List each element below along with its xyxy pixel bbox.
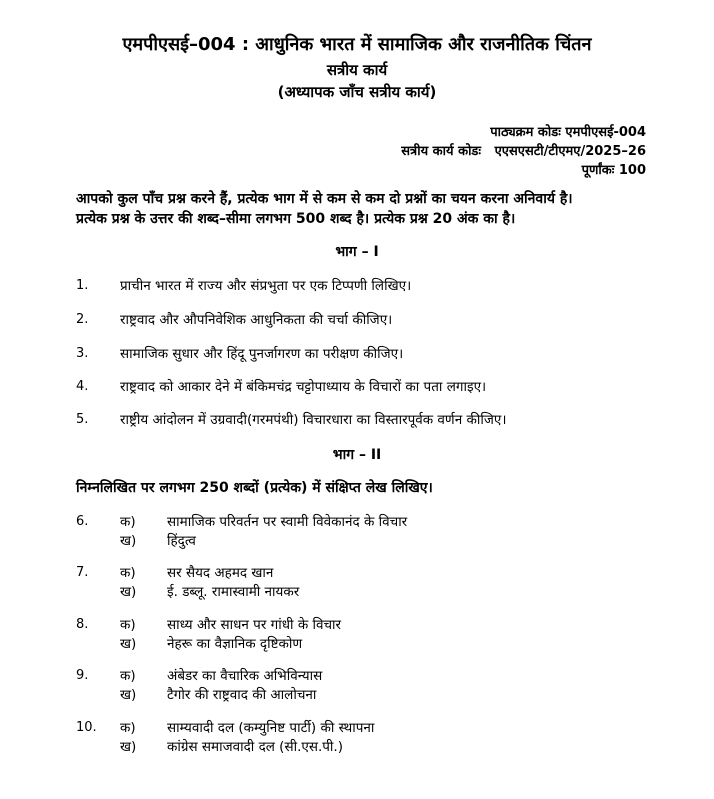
sub-question-label: क) (120, 668, 136, 684)
question-text: राष्ट्रवाद और औपनिवेशिक आधुनिकता की चर्चा कीजिए। (120, 312, 393, 328)
question-number: 3. (76, 346, 89, 361)
sub-question-label: ख) (120, 636, 137, 652)
sub-question-text: साध्य और साधन पर गांधी के विचार (167, 617, 342, 633)
question-number: 5. (76, 412, 89, 427)
sub-question-label: ख) (120, 739, 137, 755)
question-number: 4. (76, 379, 89, 394)
assignment-code: सत्रीय कार्य कोडः एएसएसटी/टीएमए/2025–26 (401, 144, 646, 159)
sub-question-text: अंबेडर का वैचारिक अभिविन्यास (167, 668, 323, 684)
question-text: राष्ट्रवाद को आकार देने में बंकिमचंद्र चट्टोपाध्याय के विचारों का पता लगाइए। (120, 379, 487, 395)
sub-question-text: सर सैयद अहमद खान (167, 565, 274, 581)
question-number: 6. (76, 514, 89, 529)
question-number: 10. (76, 720, 97, 735)
part-1-heading: भाग – I (335, 244, 379, 260)
question-text: राष्ट्रीय आंदोलन में उग्रवादी(गरमपंथी) विचारधारा का विस्तारपूर्वक वर्णन कीजिए। (120, 412, 507, 428)
document-title: एमपीएसई–004 : आधुनिक भारत में सामाजिक और राजनीतिक चिंतन (122, 34, 592, 55)
sub-question-text: सामाजिक परिवर्तन पर स्वामी विवेकानंद के विचार (167, 514, 408, 530)
document-subtitle-2: (अध्यापक जाँच सत्रीय कार्य) (277, 83, 437, 101)
part-2-heading: भाग – II (332, 447, 382, 463)
max-marks: पूर्णांकः 100 (581, 163, 646, 178)
sub-question-text: साम्यवादी दल (कम्युनिष्ट पार्टी) की स्थापना (167, 720, 375, 736)
question-text: सामाजिक सुधार और हिंदू पुनर्जागरण का परीक्षण कीजिए। (120, 346, 404, 362)
sub-question-text: ई. डब्लू. रामास्वामी नायकर (167, 584, 300, 600)
sub-question-label: ख) (120, 533, 137, 549)
sub-question-label: क) (120, 720, 136, 736)
question-number: 8. (76, 617, 89, 632)
question-number: 7. (76, 565, 89, 580)
document-subtitle: सत्रीय कार्य (326, 61, 388, 79)
instruction-line-1: आपको कुल पाँच प्रश्न करने हैं, प्रत्येक भाग में से कम से कम दो प्रश्नों का चयन करना अनिवार्य है। (76, 191, 573, 207)
question-number: 9. (76, 668, 89, 683)
instruction-line-2: प्रत्येक प्रश्न के उत्तर की शब्द–सीमा लगभग 500 शब्द है। प्रत्येक प्रश्न 20 अंक का है। (76, 211, 516, 227)
course-code: पाठ्यक्रम कोडः एमपीएसई-004 (490, 125, 646, 140)
sub-question-text: कांग्रेस समाजवादी दल (सी.एस.पी.) (167, 739, 343, 755)
sub-question-label: क) (120, 565, 136, 581)
sub-question-label: क) (120, 617, 136, 633)
question-number: 2. (76, 312, 89, 327)
sub-question-text: नेहरू का वैज्ञानिक दृष्टिकोण (167, 636, 303, 652)
question-text: प्राचीन भारत में राज्य और संप्रभुता पर एक टिप्पणी लिखिए। (120, 278, 412, 294)
sub-question-text: टैगोर की राष्ट्रवाद की आलोचना (167, 687, 317, 703)
sub-question-label: ख) (120, 687, 137, 703)
sub-question-label: क) (120, 514, 136, 530)
sub-question-text: हिंदुत्व (167, 533, 196, 549)
question-number: 1. (76, 278, 89, 293)
part-2-instruction: निम्नलिखित पर लगभग 250 शब्दों (प्रत्येक) में संक्षिप्त लेख लिखिए। (76, 480, 433, 496)
sub-question-label: ख) (120, 584, 137, 600)
